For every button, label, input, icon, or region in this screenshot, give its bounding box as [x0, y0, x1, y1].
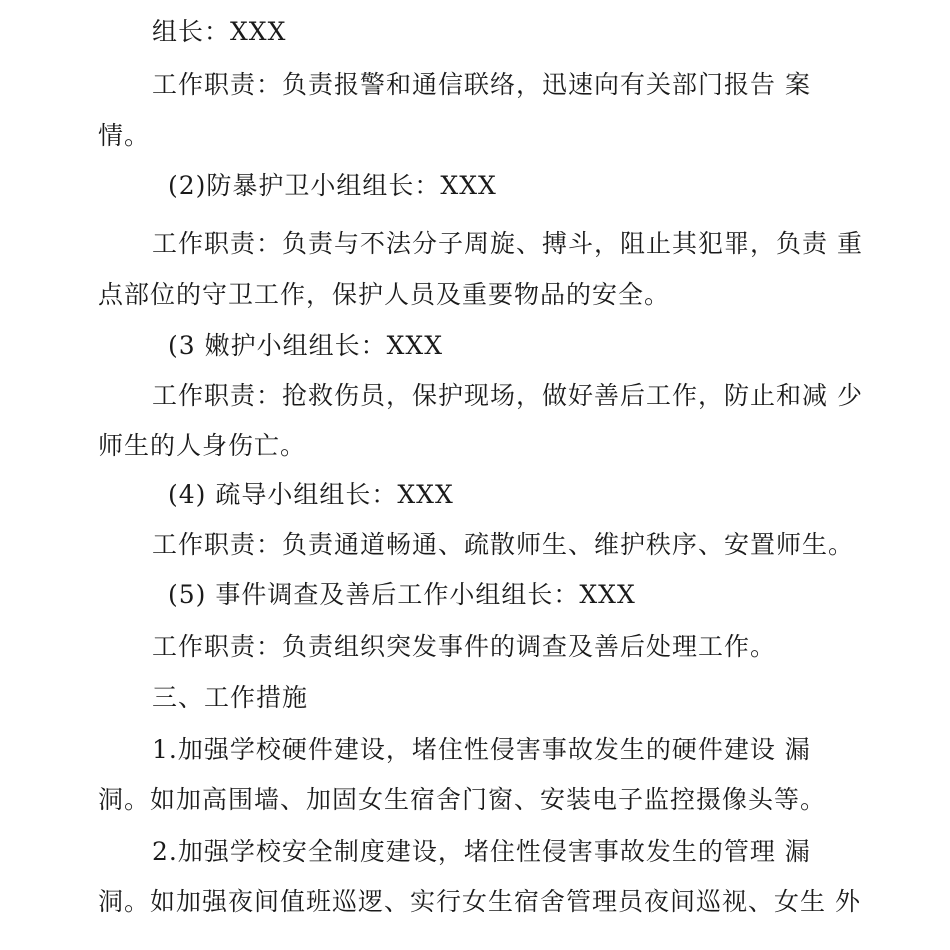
- evacuation-group-heading: (4) 疏导小组组长：XXX: [168, 480, 454, 509]
- measure-2-line-2: 洞。如加强夜间值班巡逻、实行女生宿舍管理员夜间巡视、女生 外: [98, 887, 861, 916]
- section-heading-measures: 三、工作措施: [152, 683, 309, 712]
- duty-riot-line-2: 点部位的守卫工作，保护人员及重要物品的安全。: [98, 280, 671, 309]
- riot-guard-group-heading: (2)防暴护卫小组组长：XXX: [168, 171, 497, 200]
- duty-rescue-line-1: 工作职责：抢救伤员，保护现场，做好善后工作，防止和减 少: [152, 381, 863, 410]
- rescue-group-heading: (3 嫩护小组组长：XXX: [168, 331, 444, 360]
- duty-riot-line-1: 工作职责：负责与不法分子周旋、搏斗，阻止其犯罪，负责 重: [152, 229, 863, 258]
- duty-investigation-line: 工作职责：负责组织突发事件的调查及善后处理工作。: [152, 632, 777, 661]
- measure-2-line-1: 2.加强学校安全制度建设，堵住性侵害事故发生的管理 漏: [152, 837, 811, 866]
- measure-1-line-2: 洞。如加高围墙、加固女生宿舍门窗、安装电子监控摄像头等。: [98, 785, 827, 814]
- duty-report-line-1: 工作职责：负责报警和通信联络，迅速向有关部门报告 案: [152, 70, 811, 99]
- duty-report-line-2: 情。: [98, 121, 151, 150]
- duty-rescue-line-2: 师生的人身伤亡。: [98, 431, 307, 460]
- investigation-group-heading: (5) 事件调查及善后工作小组组长：XXX: [168, 580, 636, 609]
- group-leader-line: 组长：XXX: [152, 17, 287, 46]
- duty-evacuation-line: 工作职责：负责通道畅通、疏散师生、维护秩序、安置师生。: [152, 530, 855, 559]
- measure-1-line-1: 1.加强学校硬件建设，堵住性侵害事故发生的硬件建设 漏: [152, 735, 811, 764]
